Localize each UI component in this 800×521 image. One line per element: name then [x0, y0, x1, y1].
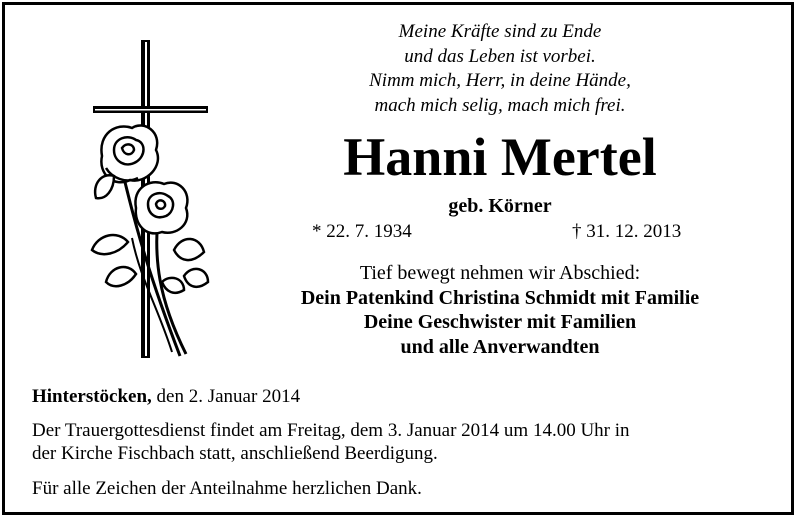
- mourner-line: Dein Patenkind Christina Schmidt mit Familie: [300, 286, 700, 309]
- place-date: [32, 385, 300, 409]
- mourner-line: Deine Geschwister mit Familien: [363, 311, 637, 333]
- death-date: † 31. 12. 2013: [572, 221, 682, 242]
- cross-with-roses-icon: [88, 38, 216, 360]
- service-line: der Kirche Fischbach statt, anschließend Beerdigung.: [32, 443, 438, 464]
- mourners-block: [250, 261, 750, 359]
- deceased-name: Hanni Mertel: [343, 127, 657, 187]
- mourner-line: und alle Anverwandten: [400, 335, 600, 358]
- poem-line: Meine Kräfte sind zu Ende: [398, 21, 602, 42]
- poem-line: und das Leben ist vorbei.: [404, 45, 596, 67]
- poem: [300, 20, 700, 118]
- poem-line: mach mich selig, mach mich frei.: [374, 94, 626, 116]
- maiden-name: geb. Körner: [448, 195, 552, 217]
- service-info: [32, 419, 630, 465]
- place: Hinterstöcken,: [32, 386, 152, 407]
- date: den 2. Januar 2014: [151, 386, 301, 407]
- poem-line: Nimm mich, Herr, in deine Hände,: [369, 70, 631, 91]
- mourners-intro: Tief bewegt nehmen wir Abschied:: [359, 262, 641, 284]
- thanks-text: Für alle Zeichen der Anteilnahme herzlichen Dank.: [32, 478, 422, 499]
- birth-date: * 22. 7. 1934: [312, 221, 412, 242]
- service-line: Der Trauergottesdienst findet am Freitag, dem 3. Januar 2014 um 14.00 Uhr in: [32, 420, 630, 441]
